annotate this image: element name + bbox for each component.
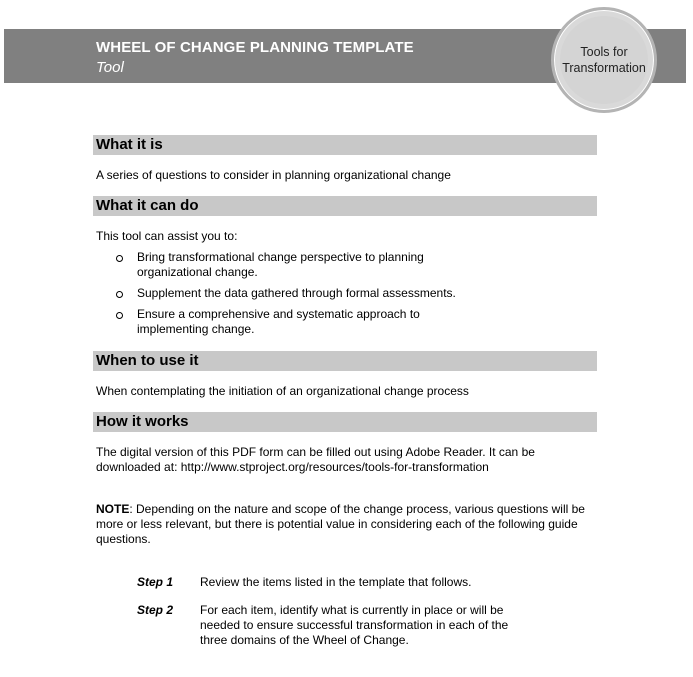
step-label: Step 2 xyxy=(137,603,174,617)
when-to-use-text: When contemplating the initiation of an organizational change process xyxy=(96,384,469,398)
step-label: Step 1 xyxy=(137,575,174,589)
heading-how-it-works: How it works xyxy=(93,412,597,432)
badge-line-2: Transformation xyxy=(562,61,646,75)
bullet-icon xyxy=(116,291,123,298)
list-item xyxy=(96,286,537,301)
what-it-can-do-intro: This tool can assist you to: xyxy=(96,229,238,243)
badge-line-1: Tools for xyxy=(580,45,628,59)
list-item xyxy=(96,250,457,280)
note-text: : Depending on the nature and scope of the change process, various questions will be more or less relevant, but there is potential value in considering each of the following guide questions. xyxy=(96,502,585,546)
document-title: WHEEL OF CHANGE PLANNING TEMPLATE xyxy=(96,39,414,56)
note-paragraph xyxy=(96,502,586,547)
tools-for-transformation-badge xyxy=(551,7,657,113)
bullet-icon xyxy=(116,312,123,319)
badge-text xyxy=(554,44,654,76)
heading-when-to-use: When to use it xyxy=(93,351,597,371)
step-text: Review the items listed in the template that follows. xyxy=(200,575,472,589)
heading-what-it-can-do: What it can do xyxy=(93,196,597,216)
step-row xyxy=(137,575,557,591)
list-item-text: Supplement the data gathered through formal assessments. xyxy=(137,286,456,300)
step-row xyxy=(137,603,557,649)
how-it-works-line-2: downloaded at: http://www.stproject.org/resources/tools-for-transformation xyxy=(96,460,489,474)
list-item-text: Bring transformational change perspective to planning organizational change. xyxy=(137,250,424,279)
bullet-icon xyxy=(116,255,123,262)
document-subtitle: Tool xyxy=(96,59,124,76)
note-label: NOTE xyxy=(96,502,130,516)
heading-what-it-is: What it is xyxy=(93,135,597,155)
how-it-works-line-1: The digital version of this PDF form can be filled out using Adobe Reader. It can be xyxy=(96,445,535,459)
list-item xyxy=(96,307,457,337)
what-it-is-text: A series of questions to consider in planning organizational change xyxy=(96,168,451,182)
step-text: For each item, identify what is currently in place or will be needed to ensure successful transformation in each of the three domains of the Wheel of Change. xyxy=(200,603,509,647)
list-item-text: Ensure a comprehensive and systematic approach to implementing change. xyxy=(137,307,420,336)
capabilities-list xyxy=(96,250,516,343)
